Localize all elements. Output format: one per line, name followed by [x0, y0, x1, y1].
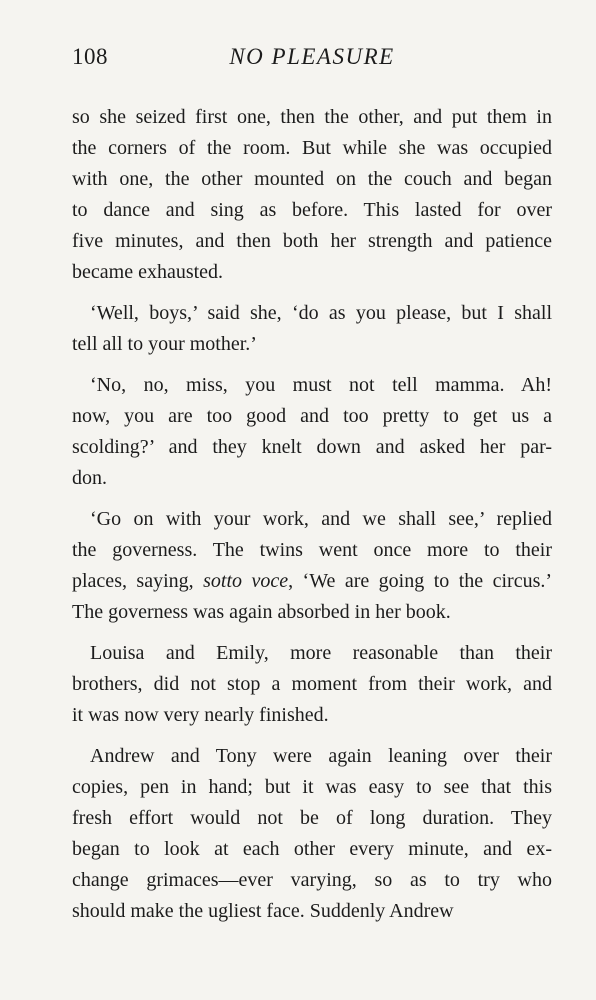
text-line: Louisa and Emily, more reasonable than their — [90, 642, 552, 664]
text-line: Andrew and Tony were again leaning over their — [90, 745, 552, 767]
paragraph-gap — [72, 731, 552, 741]
body-text — [72, 102, 552, 927]
paragraph — [72, 102, 552, 288]
text-line: ‘Well, boys,’ said she, ‘do as you please, but I shall — [90, 302, 552, 324]
text-line: to dance and sing as before. This lasted for over — [72, 199, 552, 221]
paragraph-gap — [72, 494, 552, 504]
page-header — [72, 42, 552, 72]
text-line: became exhausted. — [72, 261, 224, 283]
running-title: NO PLEASURE — [229, 44, 395, 69]
text-line: the governess. The twins went once more to their — [72, 539, 552, 561]
paragraph — [72, 370, 552, 494]
text-line: The governess was again absorbed in her book. — [72, 601, 451, 623]
paragraph — [72, 741, 552, 927]
text-line: copies, pen in hand; but it was easy to see that this — [72, 776, 552, 798]
text-line: ‘Go on with your work, and we shall see,’ replied — [90, 508, 552, 530]
text-line: it was now very nearly finished. — [72, 704, 329, 726]
paragraph-gap — [72, 628, 552, 638]
text-line: the corners of the room. But while she was occupied — [72, 137, 552, 159]
text-line: began to look at each other every minute, and ex- — [72, 838, 552, 860]
text-line: five minutes, and then both her strength and patience — [72, 230, 552, 252]
text-line: so she seized first one, then the other, and put them in — [72, 106, 552, 128]
text-line: places, saying, sotto voce, ‘We are going to the circus.’ — [72, 570, 553, 592]
paragraph-gap — [72, 288, 552, 298]
text-line: ‘No, no, miss, you must not tell mamma. Ah! — [90, 374, 552, 396]
text-line: don. — [72, 467, 107, 489]
paragraph — [72, 638, 552, 731]
paragraph-gap — [72, 360, 552, 370]
text-line: should make the ugliest face. Suddenly Andrew — [72, 900, 454, 922]
italic-phrase: sotto voce — [203, 570, 289, 592]
paragraph — [72, 298, 552, 360]
text-line: scolding?’ and they knelt down and asked her par- — [72, 436, 552, 458]
text-line: now, you are too good and too pretty to get us a — [72, 405, 552, 427]
text-line: with one, the other mounted on the couch and began — [72, 168, 552, 190]
text-line: change grimaces—ever varying, so as to try who — [72, 869, 552, 891]
text-line: tell all to your mother.’ — [72, 333, 257, 355]
text-line: fresh effort would not be of long duration. They — [72, 807, 552, 829]
page-number: 108 — [72, 44, 108, 69]
paragraph — [72, 504, 552, 628]
text-line: brothers, did not stop a moment from their work, and — [72, 673, 552, 695]
